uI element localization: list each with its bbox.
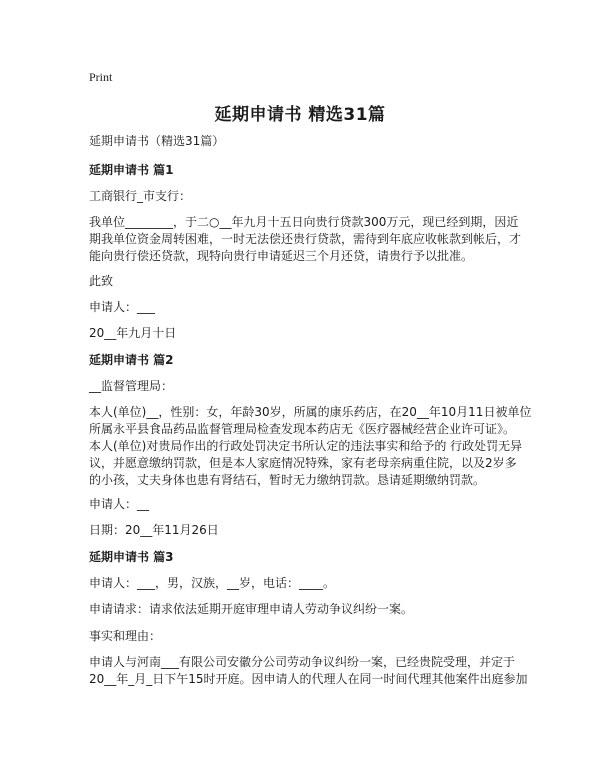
section-1-closing: 此致 xyxy=(89,274,114,288)
body-line: 20__年_月_日下午15时开庭。因申请人的代理人在同一时间代理其他案件出庭参加 xyxy=(89,672,528,686)
body-line: 所属永平县食品药品监督管理局检查发现本药店无《医疗器械经营企业许可证》。 xyxy=(89,422,516,436)
section-2-recipient: __监督管理局： xyxy=(89,379,174,393)
body-line: 能向贵行偿还贷款，现特向贵行申请延迟三个月还贷，请贵行予以批准。 xyxy=(89,249,474,263)
section-3-body xyxy=(89,654,528,688)
page-title: 延期申请书 精选31篇 xyxy=(214,105,386,125)
section-1-date: 20__年九月十日 xyxy=(89,326,177,340)
body-line: 本人(单位)__，性别：女，年龄30岁，所属的康乐药店，在20__年10月11日被单位 xyxy=(89,405,532,419)
section-heading-1: 延期申请书 篇1 xyxy=(89,163,174,177)
section-1-applicant: 申请人：___ xyxy=(89,300,156,314)
section-2-applicant: 申请人：__ xyxy=(89,497,150,511)
section-heading-2: 延期申请书 篇2 xyxy=(89,353,174,367)
body-line: 我单位________，于二○__年九月十五日向贵行贷款300万元，现已经到期，因近 xyxy=(89,215,519,229)
section-2-body xyxy=(89,404,532,489)
body-line: 期我单位资金周转困难，一时无法偿还贵行贷款，需待到年底应收帐款到帐后，才 xyxy=(89,232,522,246)
body-line: 议，并愿意缴纳罚款，但是本人家庭情况特殊，家有老母亲病重住院，以及2岁多 xyxy=(89,456,517,470)
section-2-date: 日期：20__年11月26日 xyxy=(89,523,219,537)
body-line: 的小孩，丈夫身体也患有肾结石，暂时无力缴纳罚款。恳请延期缴纳罚款。 xyxy=(89,473,486,487)
section-3-applicant-info: 申请人：___，男，汉族，__岁，电话：____。 xyxy=(89,576,336,590)
section-1-recipient: 工商银行_市支行： xyxy=(89,189,192,203)
document-subtitle: 延期申请书（精选31篇） xyxy=(89,134,225,148)
section-3-request: 申请请求：请求依法延期开庭审理申请人劳动争议纠纷一案。 xyxy=(89,602,414,616)
section-3-facts-label: 事实和理由： xyxy=(89,629,162,643)
body-line: 本人(单位)对贵局作出的行政处罚决定书所认定的违法事实和给予的 行政处罚无异 xyxy=(89,439,523,453)
print-label[interactable]: Print xyxy=(89,70,113,84)
section-heading-3: 延期申请书 篇3 xyxy=(89,550,174,564)
body-line: 申请人与河南___有限公司安徽分公司劳动争议纠纷一案，已经贵院受理，并定于 xyxy=(89,655,516,669)
section-1-body xyxy=(89,214,522,265)
